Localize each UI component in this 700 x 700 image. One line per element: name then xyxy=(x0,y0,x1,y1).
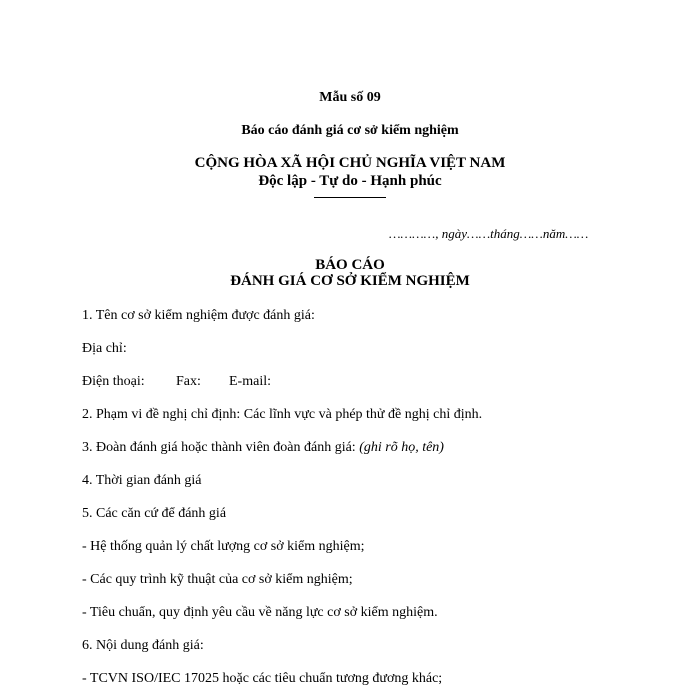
address-line: Địa chỉ: xyxy=(82,341,127,356)
item-6: 6. Nội dung đánh giá: xyxy=(82,638,204,653)
item-4: 4. Thời gian đánh giá xyxy=(82,473,202,488)
nation-heading: CỘNG HÒA XÃ HỘI CHỦ NGHĨA VIỆT NAM xyxy=(194,155,506,171)
heading-divider xyxy=(314,197,386,198)
form-number: Mẫu số 09 xyxy=(319,90,381,105)
email-label: E-mail: xyxy=(229,374,271,389)
item-5: 5. Các căn cứ để đánh giá xyxy=(82,506,227,521)
item-1: 1. Tên cơ sở kiểm nghiệm được đánh giá: xyxy=(82,308,315,323)
item-3-note: (ghi rõ họ, tên) xyxy=(359,440,444,455)
item-3 xyxy=(82,440,444,456)
fax-label: Fax: xyxy=(176,374,201,389)
report-subtitle: ĐÁNH GIÁ CƠ SỞ KIỂM NGHIỆM xyxy=(230,273,470,289)
motto-heading: Độc lập - Tự do - Hạnh phúc xyxy=(258,173,442,189)
report-title: BÁO CÁO xyxy=(315,257,385,273)
form-title: Báo cáo đánh giá cơ sở kiểm nghiệm xyxy=(241,123,459,138)
phone-label: Điện thoại: xyxy=(82,374,145,389)
item-5-a: - Hệ thống quản lý chất lượng cơ sở kiểm nghiệm; xyxy=(82,539,365,554)
item-5-c: - Tiêu chuẩn, quy định yêu cầu về năng lực cơ sở kiểm nghiệm. xyxy=(82,605,438,620)
date-line: …………, ngày……tháng……năm…… xyxy=(389,226,589,241)
item-5-b: - Các quy trình kỹ thuật của cơ sở kiểm nghiệm; xyxy=(82,572,353,587)
item-3-text: 3. Đoàn đánh giá hoặc thành viên đoàn đánh giá: xyxy=(82,440,360,455)
item-2: 2. Phạm vi đề nghị chỉ định: Các lĩnh vực và phép thử đề nghị chỉ định. xyxy=(82,407,483,422)
item-6-a: - TCVN ISO/IEC 17025 hoặc các tiêu chuẩn tương đương khác; xyxy=(82,671,443,686)
contact-line xyxy=(82,374,271,390)
